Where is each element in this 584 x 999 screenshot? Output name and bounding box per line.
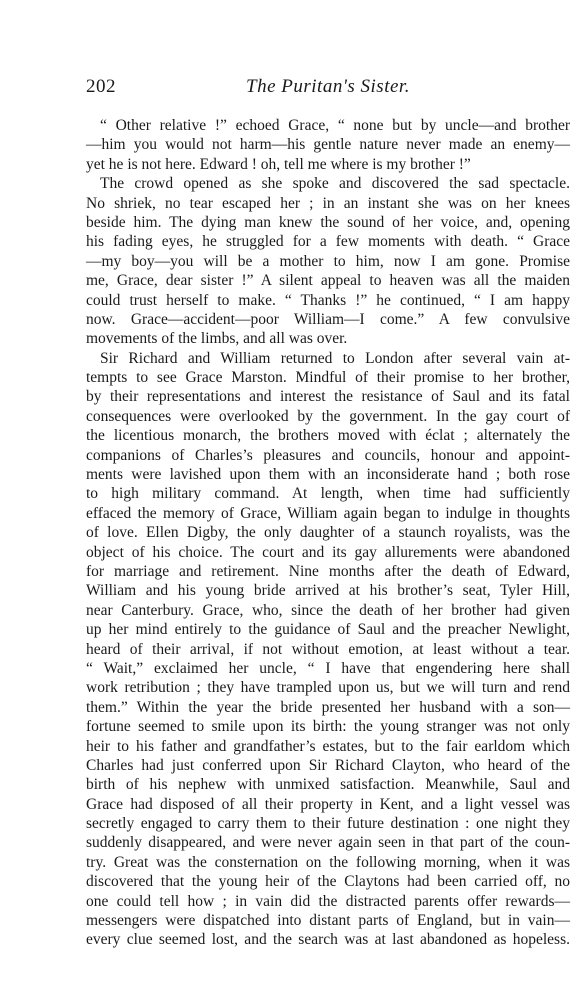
text-line: heir to his father and grandfather’s estates, but to the fair earldom which [86, 737, 570, 755]
text-line: up her mind entirely to the guidance of Saul and the preacher Newlight, [86, 621, 570, 639]
text-line: every clue seemed lost, and the search was at last abandoned as hopeless. [86, 931, 570, 949]
text-line: fortune seemed to smile upon its birth: the young stranger was not only [86, 718, 570, 736]
text-line: “ Other relative !” echoed Grace, “ none but by uncle—and brother [100, 117, 570, 134]
body-text [86, 116, 570, 950]
text-line: Grace had disposed of all their property in Kent, and a light vessel was [86, 795, 570, 813]
text-line: now. Grace—accident—poor William—I come.” A few convulsive [86, 310, 570, 328]
text-line: consequences were overlooked by the government. In the gay court of [86, 407, 570, 425]
text-line: secretly engaged to carry them to their future destination : one night they [86, 815, 570, 833]
text-line: for marriage and retirement. Nine months after the death of Edward, [86, 562, 570, 580]
text-line: near Canterbury. Grace, who, since the death of her brother had given [86, 601, 570, 619]
text-line: to high military command. At length, when time had sufficiently [86, 485, 570, 503]
text-line: companions of Charles’s pleasures and councils, honour and appoint- [86, 446, 570, 464]
text-line: Sir Richard and William returned to London after several vain at- [100, 349, 570, 367]
text-line: “ Wait,” exclaimed her uncle, “ I have that engendering here shall [86, 659, 570, 677]
text-line: birth of his nephew with unmixed satisfaction. Meanwhile, Saul and [86, 776, 570, 794]
text-line: his fading eyes, he struggled for a few moments with death. “ Grace [86, 233, 570, 251]
text-line: beside him. The dying man knew the sound of her voice, and, opening [86, 213, 570, 231]
text-line: by their representations and interest the resistance of Saul and its fatal [86, 388, 570, 406]
page-number: 202 [86, 76, 116, 97]
text-line: them.” Within the year the bride presented her husband with a son— [86, 698, 570, 716]
text-line: William and his young bride arrived at his brother’s seat, Tyler Hill, [86, 582, 570, 600]
text-line: No shriek, no tear escaped her ; in an instant she was on her knees [86, 194, 570, 212]
text-line: work retribution ; they have trampled upon us, but we will turn and rend [86, 679, 570, 697]
text-line: —him you would not harm—his gentle nature never made an enemy— [86, 136, 570, 154]
text-line: ments were lavished upon them with an inconsiderate hand ; both rose [86, 466, 570, 484]
text-line: the licentious monarch, the brothers moved with éclat ; alternately the [86, 427, 570, 445]
text-line: me, Grace, dear sister !” A silent appeal to heaven was all the maiden [86, 272, 570, 290]
running-title: The Puritan's Sister. [246, 76, 410, 97]
text-line: of love. Ellen Digby, the only daughter of a staunch royalists, was the [86, 524, 570, 542]
text-line: heard of their arrival, if not without emotion, at least without a tear. [86, 640, 570, 658]
text-line: yet he is not here. Edward ! oh, tell me where is my brother !” [86, 155, 471, 173]
page-header [86, 76, 570, 102]
text-line: —my boy—you will be a mother to him, now I am gone. Promise [86, 252, 570, 270]
text-line: effaced the memory of Grace, William again began to indulge in thoughts [86, 504, 570, 522]
text-line: messengers were dispatched into distant parts of England, but in vain— [86, 912, 570, 930]
text-line: movements of the limbs, and all was over. [86, 330, 348, 348]
text-line: Charles had just conferred upon Sir Richard Clayton, who heard of the [86, 756, 570, 774]
text-line: discovered that the young heir of the Claytons had been carried off, no [86, 873, 570, 891]
text-line: tempts to see Grace Marston. Mindful of their promise to her brother, [86, 369, 570, 387]
text-line: one could tell how ; in vain did the distracted parents offer rewards— [86, 892, 570, 910]
text-line: object of his choice. The court and its gay allurements were abandoned [86, 543, 570, 561]
text-line: The crowd opened as she spoke and discovered the sad spectacle. [100, 175, 570, 193]
text-line: could trust herself to make. “ Thanks !” he continued, “ I am happy [86, 291, 570, 309]
text-line: suddenly disappeared, and were never again seen in that part of the coun- [86, 834, 570, 852]
text-line: try. Great was the consternation on the following morning, when it was [86, 853, 570, 871]
